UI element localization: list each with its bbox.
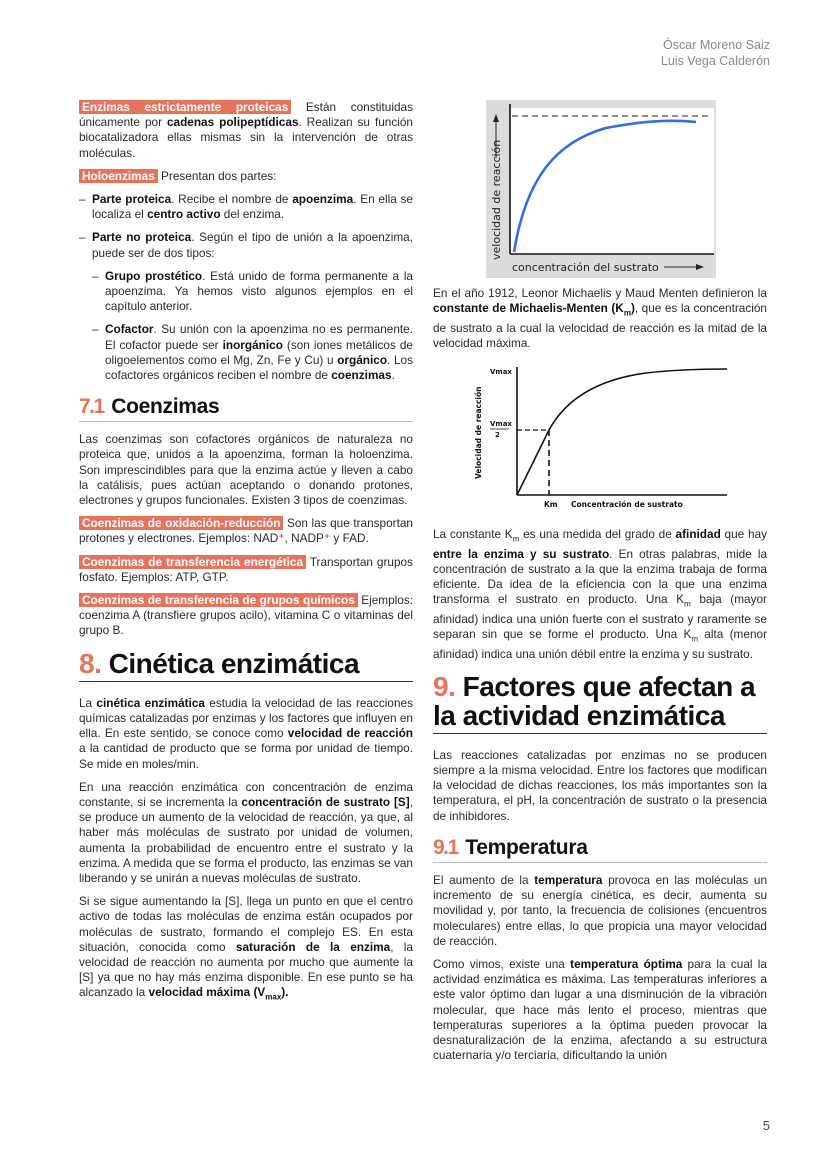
vmax-half-label: Vmax: [490, 420, 512, 429]
paragraph-km-afinidad: La constante $K_m$ es una medida del grado de afinidad que hay entre la enzima y su sustrato. En otras palabras, mide la concentración de sustrato a la que la enzima trabaja de forma eficiente. Da idea de la eficiencia con la que una enzima transforma el sustrato en producto. Una $K_m$ baja (mayor afinidad) indica una unión fuerte con el sustrato y raramente se separan sin que se forme el producto. Una $K_m$ alta (menor afinidad) indica una unión débil entre la enzima y su sustrato.: [433, 527, 768, 661]
left-column: [79, 100, 413, 1013]
michaelis-menten-figure: [471, 359, 731, 519]
paragraph-factores: Las reacciones catalizadas por enzimas no se producen siempre a la misma velocidad. Entre los factores que modifican la velocidad de dichas reacciones, los más importantes son la temperatura, el pH, la concentración de sustrato o la presencia de inhibidores.: [433, 747, 767, 823]
mm-y-axis-label: Velocidad de reacción: [474, 386, 483, 480]
paragraph-transferencia-energetica: Coenzimas de transferencia energética Transportan grupos fosfato. Ejemplos: ATP, GTP.: [79, 554, 413, 584]
heading-8-cinetica-enzimatica: 8. Cinética enzimática: [79, 649, 413, 682]
page-number: 5: [762, 1118, 770, 1133]
km-label: Km: [544, 500, 558, 510]
vmax-half-denominator: 2: [495, 431, 500, 440]
paragraph-concentracion-sustrato: En una reacción enzimática con concentración de enzima constante, si se incrementa la concentración de sustrato [S], se produce un aumento de la velocidad de reacción, ya que, al haber más moléculas de sustrato por unidad de volumen, aumenta la probabilidad de encuentro entre el sustrato y la enzima. A medida que se forma el producto, las enzimas se van liberando y se unirán a nuevas moléculas de sustrato.: [79, 779, 413, 885]
tag-transferencia-energetica: Coenzimas de transferencia energética: [79, 555, 306, 569]
paragraph-holoenzimas: Holoenzimas Presentan dos partes:: [79, 169, 413, 184]
author-2: Luis Vega Calderón: [660, 54, 770, 68]
tag-oxidacion-reduccion: Coenzimas de oxidación-reducción: [79, 516, 283, 530]
paragraph-saturacion: Si se sigue aumentando la [S], llega un punto en que el centro activo de todas las moléculas de enzima están ocupados por moléculas de sustrato, formando el complejo ES. En esta situación, conocida como saturación de la enzima, la velocidad de reacción no aumenta por mucho que aumente la [S] ya que no hay más enzima disponible. En ese punto se ha alcanzado la velocidad máxima $(V_{max})$.: [79, 894, 413, 1002]
holoenzima-parts-list: [79, 192, 413, 383]
x-axis-label: concentración del sustrato: [512, 261, 659, 274]
mm-x-axis-label: Concentración de sustrato: [571, 500, 683, 510]
mm-curve: [517, 369, 727, 495]
paragraph-michaelis-menten: En el año 1912, Leonor Michaelis y Maud Menten definieron la constante de Michaelis-Menten $(K_m)$, que es la concentración de sustrato a la cual la velocidad de reacción es la mitad de la velocidad máxima.: [433, 286, 767, 350]
paragraph-temperatura-optima: Como vimos, existe una temperatura óptima para la cual la actividad enzimática es máxima. Las temperaturas inferiores a este valor óptimo dan lugar a una disminución de la vibración molecular, que hace más lento el proceso, mientras que temperaturas superiores a la óptima pueden provocar la desnaturalización de la enzima, afectando a su estructura cuaternaria y/o terciaria, dificultando la unión: [433, 956, 767, 1063]
tag-estrictamente-proteicas: Enzimas estrictamente proteicas: [79, 100, 291, 114]
list-item-parte-proteica: – Parte proteica. Recibe el nombre de apoenzima. En ella se localiza el centro activo del enzima.: [79, 192, 413, 222]
paragraph-cinetica: La cinética enzimática estudia la velocidad de las reacciones químicas catalizadas por enzimas y los factores que influyen en ella. En este sentido, se conoce como velocidad de reacción a la cantidad de producto que se forma por unidad de tiempo. Se mide en moles/min.: [79, 695, 413, 771]
tag-grupos-quimicos: Coenzimas de transferencia de grupos químicos: [79, 593, 358, 607]
paragraph-oxidacion-reduccion: Coenzimas de oxidación-reducción Son las que transportan protones y electrones. Ejemplos: NAD⁺, NADP⁺ y FAD.: [79, 516, 413, 546]
y-axis-label: velocidad de reacción: [490, 139, 503, 260]
paragraph-temperatura: El aumento de la temperatura provoca en las moléculas un incremento de su energía cinética, es decir, aumenta su movilidad y, por tanto, la frecuencia de colisiones (encuentros moleculares) entre ellas, lo que propicia una mayor velocidad de reacción.: [433, 872, 768, 948]
heading-9-factores: 9. Factores que afectan a la actividad enzimática: [433, 672, 767, 734]
vmax-label: Vmax: [490, 368, 512, 377]
heading-7-1-coenzimas: 7.1 Coenzimas: [79, 395, 413, 422]
list-item-grupo-prostetico: – Grupo prostético. Está unido de forma permanente a la apoenzima. Ya hemos visto algunos ejemplos en el capítulo anterior.: [92, 269, 413, 315]
author-1: Óscar Moreno Saiz: [663, 38, 770, 52]
tag-holoenzimas: Holoenzimas: [79, 169, 158, 183]
paragraph-grupos-quimicos: Coenzimas de transferencia de grupos químicos Ejemplos: coenzima A (transfiere grupos acilo), vitamina C o vitaminas del grupo B.: [79, 593, 413, 638]
no-proteica-sublist: [92, 269, 413, 383]
heading-9-1-temperatura: 9.1 Temperatura: [433, 836, 767, 863]
paragraph-coenzimas: Las coenzimas son cofactores orgánicos de naturaleza no proteica que, unidos a la apoenzima, forman la holoenzima. Son imprescindibles para que la enzima actúe y lleven a cabo la catálisis, pues actúan aceptando o donando protones, electrones y grupos funcionales. Existen 3 tipos de coenzimas.: [79, 432, 413, 508]
list-item-parte-no-proteica: – Parte no proteica. Según el tipo de unión a la apoenzima, puede ser de dos tipos: – Grupo prostético. Está unido de forma permanente a la apoenzima. Ya hemos visto algunos ejemplos en el capítulo anterior. – Cofactor. Su unión con la apoenzima no es permanente. El cofactor puede ser inorgánico (son iones metálicos de oligoelementos como el Mg, Zn, Fe y Cu) u orgánico. Los cofactores orgánicos reciben el nombre de coenzimas.: [79, 230, 413, 383]
list-item-cofactor: – Cofactor. Su unión con la apoenzima no es permanente. El cofactor puede ser inorgánico (son iones metálicos de oligoelementos como el Mg, Zn, Fe y Cu) u orgánico. Los cofactores orgánicos reciben el nombre de coenzimas.: [92, 322, 413, 383]
page-header: [661, 37, 770, 69]
paragraph-estrictamente-proteicas: Enzimas estrictamente proteicas Están constituidas únicamente por cadenas polipeptídicas. Realizan su función biocatalizadora ellas mismas sin la intervención de otras moléculas.: [79, 100, 413, 160]
saturation-curve-figure: [486, 100, 716, 278]
right-column: [433, 100, 767, 1071]
